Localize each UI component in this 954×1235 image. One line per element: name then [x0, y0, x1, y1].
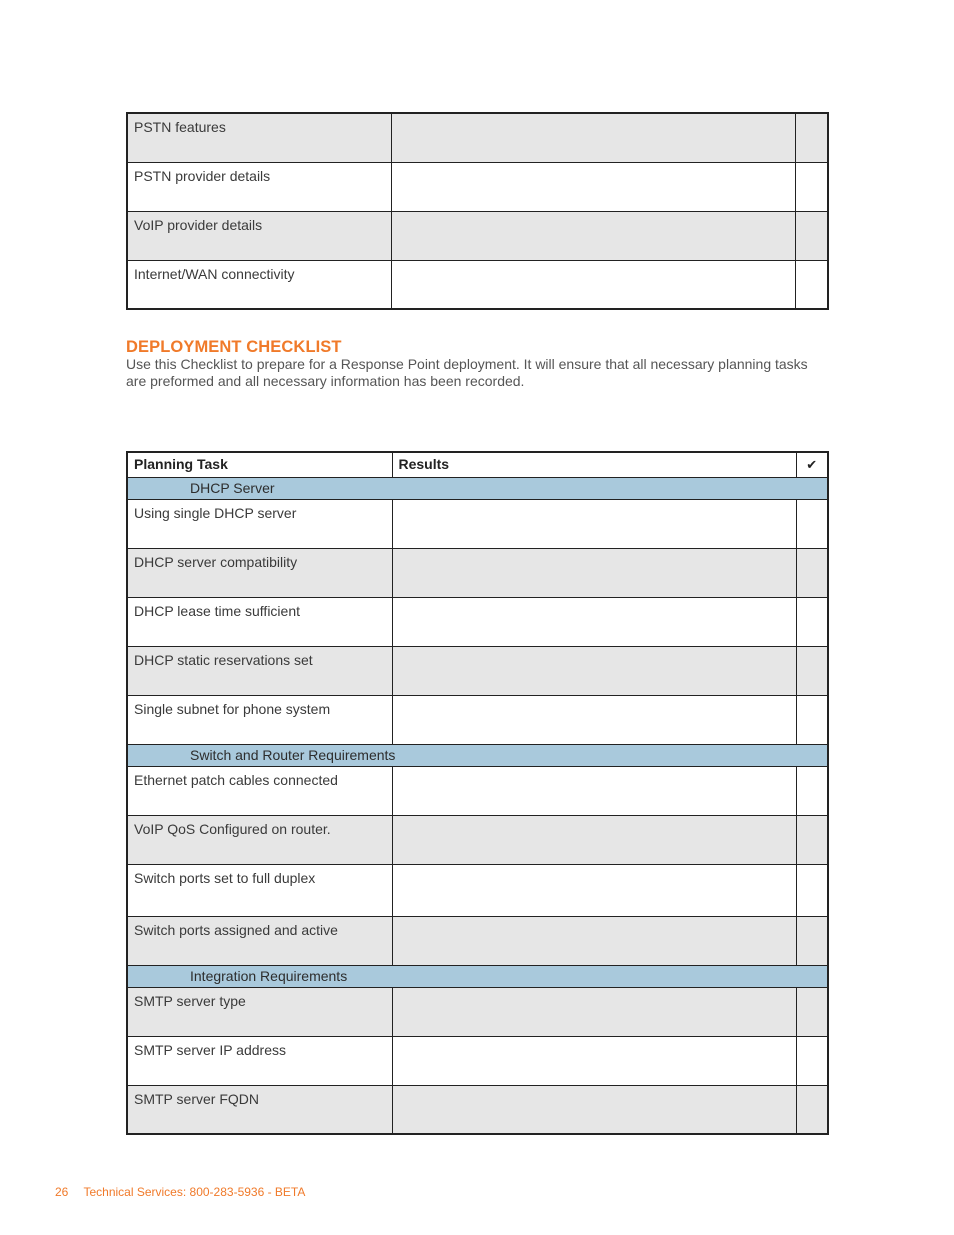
check-box[interactable]	[796, 646, 828, 695]
row-label: Switch ports set to full duplex	[127, 864, 392, 916]
row-label: Internet/WAN connectivity	[127, 260, 391, 309]
table-row	[127, 1085, 828, 1134]
table-row	[127, 1036, 828, 1085]
result-field[interactable]	[392, 815, 796, 864]
table-row	[127, 597, 828, 646]
row-label: DHCP lease time sufficient	[127, 597, 392, 646]
result-field[interactable]	[392, 864, 796, 916]
result-field[interactable]	[392, 646, 796, 695]
result-field[interactable]	[392, 766, 796, 815]
group-header-switch-router	[127, 744, 828, 766]
check-box[interactable]	[796, 548, 828, 597]
result-field[interactable]	[391, 211, 795, 260]
check-box[interactable]	[795, 211, 828, 260]
group-title: Switch and Router Requirements	[127, 744, 828, 766]
check-box[interactable]	[796, 597, 828, 646]
section-intro: Use this Checklist to prepare for a Response Point deployment. It will ensure that all necessary planning tasks are preformed and all necessary information has been recorded.	[126, 356, 808, 389]
check-box[interactable]	[795, 113, 828, 162]
table-row	[127, 987, 828, 1036]
table-row	[127, 113, 828, 162]
table-row	[127, 499, 828, 548]
result-field[interactable]	[392, 1085, 796, 1134]
check-box[interactable]	[796, 916, 828, 965]
check-box[interactable]	[796, 695, 828, 744]
group-title: Integration Requirements	[127, 965, 828, 987]
table-row	[127, 211, 828, 260]
checkmark-icon: ✔	[796, 452, 828, 477]
check-box[interactable]	[795, 260, 828, 309]
row-label: SMTP server type	[127, 987, 392, 1036]
group-title: DHCP Server	[127, 477, 828, 499]
table-row	[127, 695, 828, 744]
table-header-row	[127, 452, 828, 477]
section-title: DEPLOYMENT CHECKLIST	[126, 338, 342, 356]
result-field[interactable]	[392, 916, 796, 965]
row-label: PSTN provider details	[127, 162, 391, 211]
row-label: SMTP server IP address	[127, 1036, 392, 1085]
result-field[interactable]	[392, 987, 796, 1036]
row-label: DHCP static reservations set	[127, 646, 392, 695]
page-number: 26	[55, 1185, 69, 1199]
check-box[interactable]	[796, 864, 828, 916]
row-label: PSTN features	[127, 113, 391, 162]
table-row	[127, 548, 828, 597]
row-label: Single subnet for phone system	[127, 695, 392, 744]
table-row	[127, 162, 828, 211]
row-label: DHCP server compatibility	[127, 548, 392, 597]
column-header-task: Planning Task	[127, 452, 392, 477]
table-row	[127, 646, 828, 695]
result-field[interactable]	[392, 548, 796, 597]
check-box[interactable]	[795, 162, 828, 211]
result-field[interactable]	[392, 695, 796, 744]
network-info-table	[126, 112, 829, 310]
row-label: Ethernet patch cables connected	[127, 766, 392, 815]
check-box[interactable]	[796, 1085, 828, 1134]
row-label: VoIP provider details	[127, 211, 391, 260]
table-row	[127, 815, 828, 864]
result-field[interactable]	[391, 113, 795, 162]
check-box[interactable]	[796, 815, 828, 864]
table-row	[127, 916, 828, 965]
page-footer	[55, 1185, 305, 1199]
table-row	[127, 864, 828, 916]
table-row	[127, 766, 828, 815]
column-header-results: Results	[392, 452, 796, 477]
result-field[interactable]	[392, 499, 796, 548]
row-label: VoIP QoS Configured on router.	[127, 815, 392, 864]
footer-contact: Technical Services: 800-283-5936 - BETA	[83, 1185, 306, 1199]
row-label: Switch ports assigned and active	[127, 916, 392, 965]
check-box[interactable]	[796, 499, 828, 548]
deployment-checklist-table	[126, 451, 829, 1135]
check-box[interactable]	[796, 1036, 828, 1085]
row-label: Using single DHCP server	[127, 499, 392, 548]
result-field[interactable]	[392, 597, 796, 646]
row-label: SMTP server FQDN	[127, 1085, 392, 1134]
result-field[interactable]	[391, 260, 795, 309]
check-box[interactable]	[796, 766, 828, 815]
table-row	[127, 260, 828, 309]
result-field[interactable]	[392, 1036, 796, 1085]
group-header-dhcp	[127, 477, 828, 499]
check-box[interactable]	[796, 987, 828, 1036]
result-field[interactable]	[391, 162, 795, 211]
group-header-integration	[127, 965, 828, 987]
